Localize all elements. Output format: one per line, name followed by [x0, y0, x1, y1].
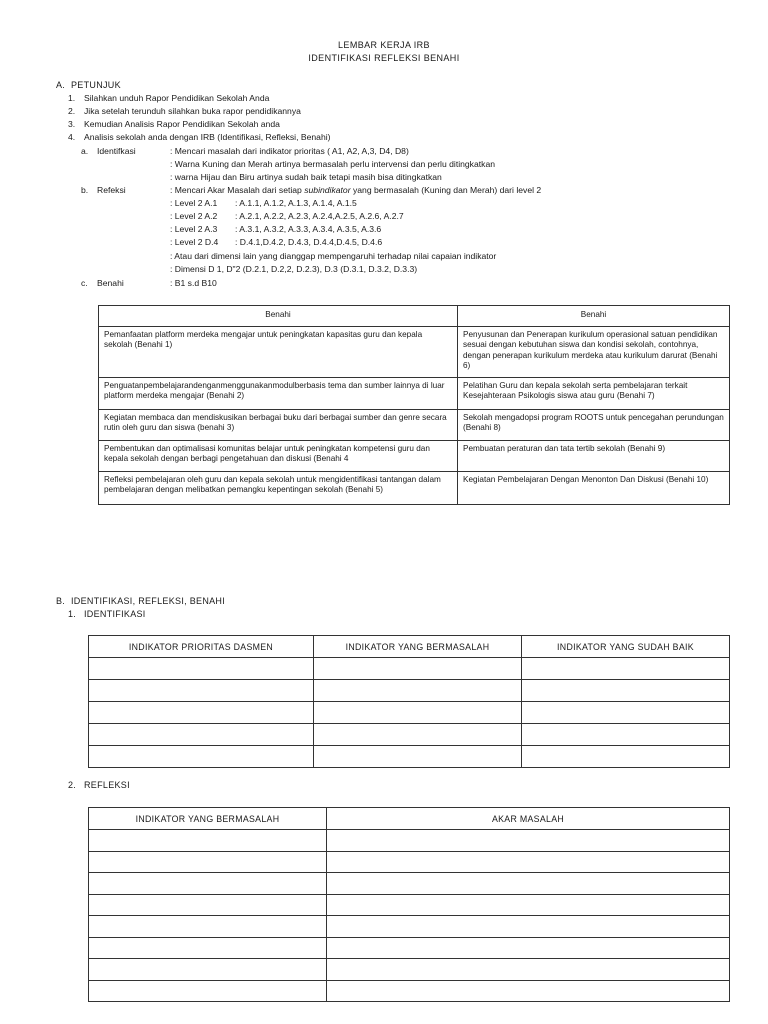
empty-cell[interactable]	[327, 959, 730, 981]
section-a-title: PETUNJUK	[71, 80, 121, 90]
level-a1-name: : Level 2 A.1	[170, 198, 218, 208]
step-3-text: Kemudian Analisis Rapor Pendidikan Sekolah anda	[84, 119, 280, 129]
refleksi-table-header	[89, 808, 730, 830]
table-row	[99, 327, 730, 378]
level-a3-items: : A.3.1, A.3.2, A.3.3, A.3.4, A.3.5, A.3.6	[235, 224, 382, 234]
identifikasi-line-1: : Mencari masalah dari indikator prioritas ( A1, A2, A,3, D4, D8)	[170, 146, 409, 156]
table-row	[99, 410, 730, 441]
empty-cell[interactable]	[89, 980, 327, 1002]
table-row	[99, 472, 730, 505]
refleksi-label: Refeksi	[97, 185, 126, 195]
table-row	[89, 916, 730, 938]
empty-cell[interactable]	[522, 680, 730, 702]
step-4-num: 4.	[68, 132, 76, 142]
benahi-cell: Refleksi pembelajaran oleh guru dan kepala sekolah untuk mengidentifikasi tantangan dalam pembelajaran dengan melibatkan pemangku kepentingan sekolah (Benahi 5)	[99, 472, 458, 505]
benahi-cell: Sekolah mengadopsi program ROOTS untuk pencegahan perundungan (Benahi 8)	[458, 410, 730, 441]
benahi-cell: Pembuatan peraturan dan tata tertib sekolah (Benahi 9)	[458, 441, 730, 472]
identifikasi-marker: a.	[81, 146, 89, 156]
empty-cell[interactable]	[522, 746, 730, 768]
table-row	[89, 937, 730, 959]
refleksi-extra-2: : Dimensi D 1, D"2 (D.2.1, D.2,2, D.2.3), D.3 (D.3.1, D.3.2, D.3.3)	[170, 264, 418, 274]
table-row	[89, 851, 730, 873]
table-row	[89, 959, 730, 981]
page-subtitle: IDENTIFIKASI REFLEKSI BENAHI	[308, 53, 460, 63]
table-row	[99, 378, 730, 410]
empty-cell[interactable]	[89, 894, 327, 916]
table-row	[89, 746, 730, 768]
benahi-value: : B1 s.d B10	[170, 278, 217, 288]
benahi-cell: Pembentukan dan optimalisasi komunitas belajar untuk peningkatan kompetensi guru dan kepala sekolah dengan berbagi pengetahuan dan diskusi (Benahi 4	[99, 441, 458, 472]
benahi-cell: Pemanfaatan platform merdeka mengajar untuk peningkatan kapasitas guru dan kepala sekolah (Benahi 1)	[99, 327, 458, 378]
empty-cell[interactable]	[327, 873, 730, 895]
identifikasi-line-3: : warna Hijau dan Biru artinya sudah baik tetapi masih bisa ditingkatkan	[170, 172, 442, 182]
empty-cell[interactable]	[327, 937, 730, 959]
table-row	[89, 680, 730, 702]
step-2-num: 2.	[68, 106, 76, 116]
refleksi-line-prefix: : Mencari Akar Masalah dari setiap	[170, 185, 302, 195]
table-row	[89, 658, 730, 680]
empty-cell[interactable]	[327, 830, 730, 852]
benahi-cell: Kegiatan Pembelajaran Dengan Menonton Dan Diskusi (Benahi 10)	[458, 472, 730, 505]
empty-cell[interactable]	[327, 894, 730, 916]
identifikasi-table	[88, 635, 730, 768]
identifikasi-label: Identifkasi	[97, 146, 136, 156]
empty-cell[interactable]	[89, 916, 327, 938]
page-title: LEMBAR KERJA IRB	[338, 40, 430, 50]
benahi-col-header-1: Benahi	[99, 306, 458, 327]
benahi-cell: Kegiatan membaca dan mendiskusikan berbagai buku dari berbagai sumber dan genre secara rutin oleh guru dan siswa (benahi 3)	[99, 410, 458, 441]
section-b2-title: REFLEKSI	[84, 780, 130, 790]
step-1-text: Silahkan unduh Rapor Pendidikan Sekolah Anda	[84, 93, 270, 103]
empty-cell[interactable]	[89, 746, 314, 768]
empty-cell[interactable]	[89, 873, 327, 895]
refleksi-line-italic: subindikator	[304, 185, 351, 195]
benahi-label: Benahi	[97, 278, 124, 288]
table-row	[89, 830, 730, 852]
refleksi-extra-1: : Atau dari dimensi lain yang dianggap mempengaruhi terhadap nilai capaian indikator	[170, 251, 497, 261]
level-d4-items: : D.4.1,D.4.2, D.4.3, D.4.4,D.4.5, D.4.6	[235, 237, 383, 247]
empty-cell[interactable]	[327, 980, 730, 1002]
step-3-num: 3.	[68, 119, 76, 129]
empty-cell[interactable]	[89, 658, 314, 680]
step-4-text: Analisis sekolah anda dengan IRB (Identifikasi, Refleksi, Benahi)	[84, 132, 331, 142]
benahi-cell: Penguatanpembelajarandenganmenggunakanmodulberbasis tema dan sumber lainnya di luar platform merdeka mengajar (Benahi 2)	[99, 378, 458, 410]
step-1-num: 1.	[68, 93, 76, 103]
table-row	[89, 702, 730, 724]
identifikasi-line-2: : Warna Kuning dan Merah artinya bermasalah perlu intervensi dan perlu ditingkatkan	[170, 159, 495, 169]
empty-cell[interactable]	[522, 702, 730, 724]
step-2-text: Jika setelah terunduh silahkan buka rapor pendidikannya	[84, 106, 301, 116]
empty-cell[interactable]	[314, 680, 522, 702]
level-a2-items: : A.2.1, A.2.2, A.2.3, A.2.4,A.2.5, A.2.6, A.2.7	[235, 211, 404, 221]
section-b1-title: IDENTIFIKASI	[84, 609, 146, 619]
benahi-cell: Penyusunan dan Penerapan kurikulum operasional satuan pendidikan sesuai dengan kebutuhan siswa dan kondisi sekolah, contohnya, dengan penerapan kurikulum merdeka atau kurikulum darurat (Benahi 6)	[458, 327, 730, 378]
empty-cell[interactable]	[314, 658, 522, 680]
empty-cell[interactable]	[522, 724, 730, 746]
empty-cell[interactable]	[314, 746, 522, 768]
identifikasi-col-header-1: INDIKATOR PRIORITAS DASMEN	[89, 636, 314, 658]
table-row	[99, 441, 730, 472]
empty-cell[interactable]	[89, 680, 314, 702]
empty-cell[interactable]	[314, 702, 522, 724]
empty-cell[interactable]	[89, 702, 314, 724]
identifikasi-table-header	[89, 636, 730, 658]
empty-cell[interactable]	[327, 916, 730, 938]
empty-cell[interactable]	[327, 851, 730, 873]
level-d4-name: : Level 2 D.4	[170, 237, 219, 247]
level-a2-name: : Level 2 A.2	[170, 211, 218, 221]
refleksi-line-suffix: yang bermasalah (Kuning dan Merah) dari level 2	[352, 185, 542, 195]
section-a-marker: A.	[56, 80, 66, 90]
refleksi-col-header-2: AKAR MASALAH	[327, 808, 730, 830]
section-b1-marker: 1.	[68, 609, 77, 619]
empty-cell[interactable]	[89, 830, 327, 852]
table-row	[89, 724, 730, 746]
table-row	[89, 980, 730, 1002]
empty-cell[interactable]	[89, 959, 327, 981]
level-a1-items: : A.1.1, A.1.2, A.1.3, A.1.4, A.1.5	[235, 198, 357, 208]
refleksi-table	[88, 807, 730, 1002]
section-b2-marker: 2.	[68, 780, 77, 790]
benahi-table-header	[99, 306, 730, 327]
identifikasi-col-header-2: INDIKATOR YANG BERMASALAH	[314, 636, 522, 658]
identifikasi-col-header-3: INDIKATOR YANG SUDAH BAIK	[522, 636, 730, 658]
refleksi-line	[170, 184, 541, 197]
empty-cell[interactable]	[89, 937, 327, 959]
section-b-title: IDENTIFIKASI, REFLEKSI, BENAHI	[71, 596, 226, 606]
refleksi-col-header-1: INDIKATOR YANG BERMASALAH	[89, 808, 327, 830]
benahi-col-header-2: Benahi	[458, 306, 730, 327]
empty-cell[interactable]	[522, 658, 730, 680]
table-row	[89, 894, 730, 916]
empty-cell[interactable]	[314, 724, 522, 746]
table-row	[89, 873, 730, 895]
benahi-cell: Pelatihan Guru dan kepala sekolah serta pembelajaran terkait Kesejahteraan Psikologis siswa atau guru (Benahi 7)	[458, 378, 730, 410]
benahi-table	[98, 305, 730, 505]
empty-cell[interactable]	[89, 851, 327, 873]
empty-cell[interactable]	[89, 724, 314, 746]
level-a3-name: : Level 2 A.3	[170, 224, 218, 234]
benahi-marker: c.	[81, 278, 88, 288]
section-b-marker: B.	[56, 596, 66, 606]
refleksi-marker: b.	[81, 185, 89, 195]
